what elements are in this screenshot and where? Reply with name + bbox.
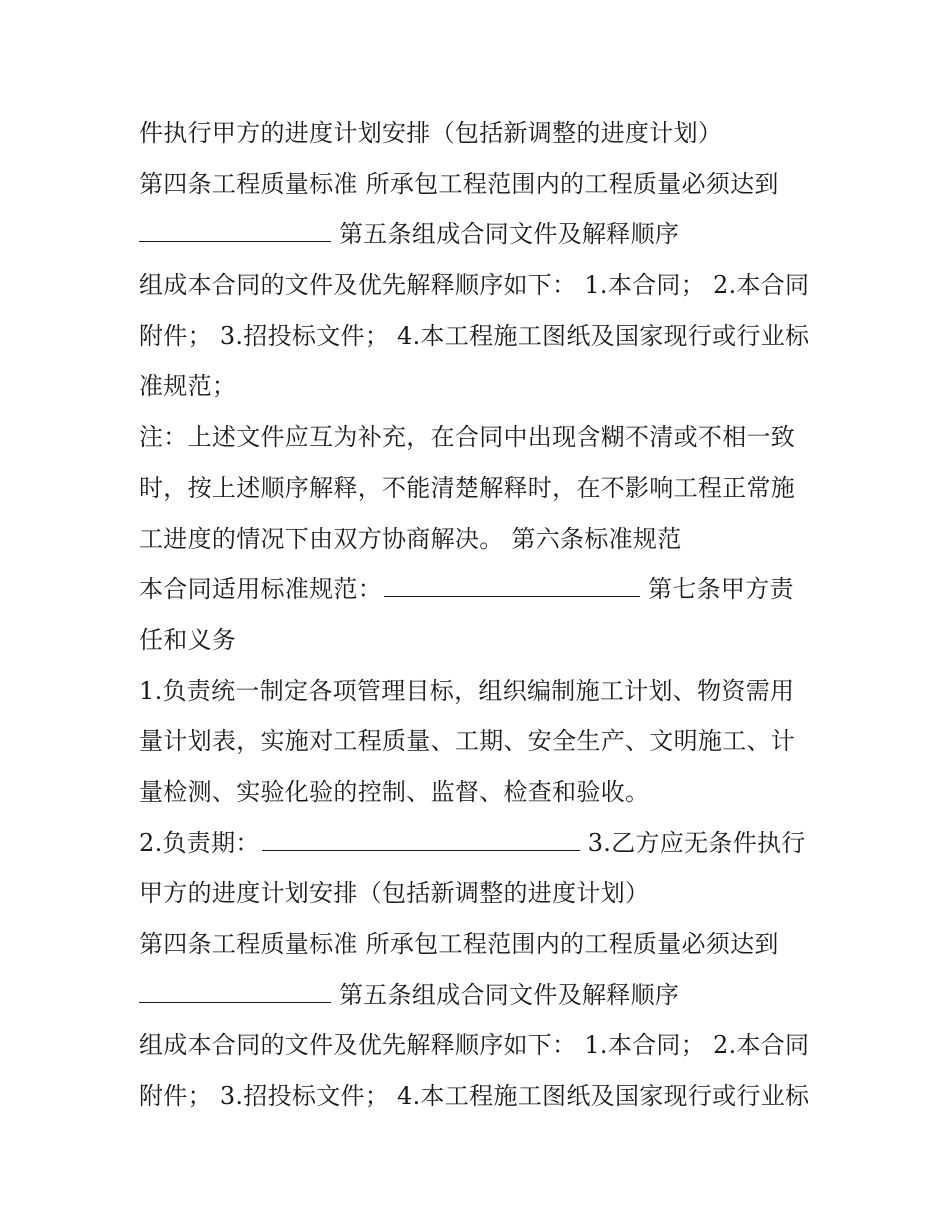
paragraph-line: 时，按上述顺序解释，不能清楚解释时，在不影响工程正常施	[139, 473, 796, 502]
paragraph-line	[139, 818, 819, 869]
paragraph-line: 附件； 3.招投标文件； 4.本工程施工图纸及国家现行或行业标	[139, 321, 810, 350]
clause-heading: 第七条甲方责	[648, 575, 794, 604]
paragraph-line: 件执行甲方的进度计划安排（包括新调整的进度计划）	[139, 119, 723, 147]
paragraph-line: 任和义务	[139, 625, 237, 654]
paragraph-line: 量计划表，实施对工程质量、工期、安全生产、文明施工、计	[139, 727, 796, 756]
paragraph-line: 第四条工程质量标准 所承包工程范围内的工程质量必须达到	[139, 169, 779, 198]
clause-heading: 第五条组成合同文件及解释顺序	[339, 980, 680, 1009]
paragraph-line	[139, 970, 819, 1021]
paragraph-line: 附件； 3.招投标文件； 4.本工程施工图纸及国家现行或行业标	[139, 1082, 810, 1111]
paragraph-line: 注：上述文件应互为补充，在合同中出现含糊不清或不相一致	[139, 423, 796, 452]
fill-in-blank	[139, 974, 331, 1003]
fill-in-blank	[139, 213, 331, 242]
line-prefix: 本合同适用标准规范：	[139, 575, 382, 604]
paragraph-line: 组成本合同的文件及优先解释顺序如下： 1.本合同； 2.本合同	[139, 1031, 810, 1060]
line-prefix: 2.负责期：	[139, 828, 260, 857]
paragraph-line: 量检测、实验化验的控制、监督、检查和验收。	[139, 777, 650, 806]
fill-in-blank	[384, 568, 640, 597]
contract-body	[139, 108, 819, 1122]
paragraph-line: 准规范；	[139, 372, 237, 401]
fill-in-blank	[262, 822, 580, 851]
clause-heading: 第五条组成合同文件及解释顺序	[339, 220, 680, 249]
paragraph-line	[139, 209, 819, 260]
paragraph-line: 组成本合同的文件及优先解释顺序如下： 1.本合同； 2.本合同	[139, 271, 810, 300]
paragraph-line	[139, 564, 819, 615]
clause-text: 3.乙方应无条件执行	[587, 828, 806, 857]
paragraph-line: 1.负责统一制定各项管理目标，组织编制施工计划、物资需用	[139, 676, 795, 705]
paragraph-line: 第四条工程质量标准 所承包工程范围内的工程质量必须达到	[139, 930, 779, 958]
paragraph-line: 工进度的情况下由双方协商解决。 第六条标准规范	[139, 524, 682, 553]
paragraph-line: 甲方的进度计划安排（包括新调整的进度计划）	[139, 879, 650, 908]
